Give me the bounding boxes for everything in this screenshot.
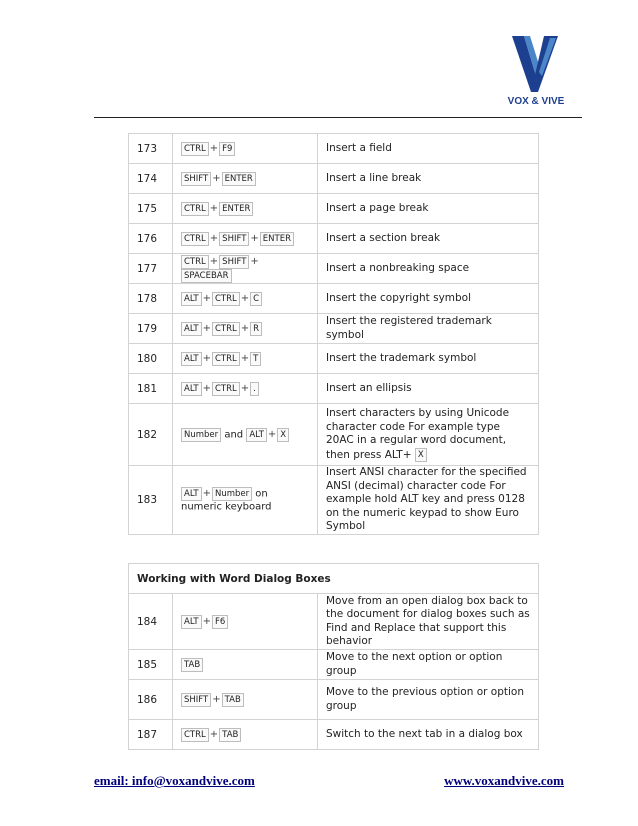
shortcut-keys (173, 466, 318, 535)
table-row (129, 374, 539, 404)
shortcut-keys (173, 374, 318, 404)
key-text: on numeric keyboard (181, 488, 272, 513)
row-number: 174 (129, 164, 173, 194)
plus-sign: + (209, 233, 219, 244)
shortcut-description: Insert a nonbreaking space (318, 254, 539, 284)
row-number: 178 (129, 284, 173, 314)
table-row (129, 594, 539, 650)
table-row (129, 284, 539, 314)
row-number: 179 (129, 314, 173, 344)
logo-text: VOX & VIVE (507, 96, 565, 107)
key-c-badge: C (250, 292, 262, 306)
shortcut-table-dialog-boxes (128, 563, 539, 750)
table-row (129, 164, 539, 194)
plus-sign: + (202, 383, 211, 394)
key-alt-badge: ALT (181, 382, 202, 396)
row-number: 182 (129, 404, 173, 466)
row-number: 184 (129, 594, 173, 650)
shortcut-keys (173, 680, 318, 720)
key-x-badge: X (277, 428, 289, 442)
shortcut-description: Move to the next option or option group (318, 650, 539, 680)
key-shift-badge: SHIFT (219, 232, 249, 246)
key-ctrl-badge: CTRL (181, 142, 209, 156)
key-alt-badge: ALT (181, 322, 202, 336)
key-t-badge: T (250, 352, 261, 366)
plus-sign: + (202, 488, 211, 500)
plus-sign: + (202, 353, 211, 364)
plus-sign: + (240, 293, 250, 304)
header-divider (94, 117, 582, 118)
key-ctrl-badge: CTRL (212, 352, 240, 366)
table-row (129, 720, 539, 750)
row-number: 175 (129, 194, 173, 224)
key-shift-badge: SHIFT (219, 255, 249, 269)
plus-sign: + (202, 616, 211, 627)
shortcut-keys (173, 164, 318, 194)
shortcut-keys (173, 650, 318, 680)
plus-sign: + (212, 694, 221, 705)
key-ctrl-badge: CTRL (181, 232, 209, 246)
key-r-badge: R (250, 322, 262, 336)
section-title: Working with Word Dialog Boxes (129, 564, 539, 594)
plus-sign: + (209, 143, 219, 154)
row-number: 180 (129, 344, 173, 374)
shortcut-description: Insert the registered trademark symbol (318, 314, 539, 344)
plus-sign: + (209, 729, 219, 740)
row-number: 173 (129, 134, 173, 164)
key-ctrl-badge: CTRL (212, 382, 240, 396)
row-number: 183 (129, 466, 173, 535)
key-tab-badge: TAB (219, 728, 241, 742)
key-f6-badge: F6 (212, 615, 228, 629)
plus-sign: + (212, 173, 221, 184)
shortcut-description: Insert a line break (318, 164, 539, 194)
key-period-badge: . (250, 382, 259, 396)
key-enter-badge: ENTER (260, 232, 294, 246)
row-number: 186 (129, 680, 173, 720)
plus-sign: + (267, 429, 277, 440)
table-row (129, 466, 539, 535)
section-header-row (129, 564, 539, 594)
key-shift-badge: SHIFT (181, 693, 211, 707)
shortcut-description: Insert the trademark symbol (318, 344, 539, 374)
vox-vive-logo-mark-icon (498, 32, 574, 96)
table-row (129, 344, 539, 374)
shortcut-keys (173, 284, 318, 314)
key-ctrl-badge: CTRL (181, 255, 209, 269)
shortcut-description: Insert a page break (318, 194, 539, 224)
key-shift-badge: SHIFT (181, 172, 211, 186)
key-ctrl-badge: CTRL (212, 292, 240, 306)
table-row (129, 650, 539, 680)
key-tab-badge: TAB (222, 693, 244, 707)
key-alt-badge: ALT (181, 292, 202, 306)
row-number: 187 (129, 720, 173, 750)
key-ctrl-badge: CTRL (181, 202, 209, 216)
key-text: and (221, 429, 247, 440)
row-number: 176 (129, 224, 173, 254)
shortcut-description: Insert an ellipsis (318, 374, 539, 404)
key-x-badge: X (415, 448, 427, 462)
key-alt-badge: ALT (181, 615, 202, 629)
shortcut-keys (173, 314, 318, 344)
key-f9-badge: F9 (219, 142, 235, 156)
key-tab-badge: TAB (181, 658, 203, 672)
shortcut-keys (173, 224, 318, 254)
key-enter-badge: ENTER (219, 202, 253, 216)
table-row (129, 134, 539, 164)
plus-sign: + (240, 353, 250, 364)
shortcut-description: Insert a section break (318, 224, 539, 254)
shortcut-description: Insert characters by using Unicode character code For example type 20AC in a regular word document, then press ALT+ X (318, 404, 539, 466)
key-alt-badge: ALT (181, 352, 202, 366)
table-row (129, 254, 539, 284)
shortcut-table-insert (128, 133, 539, 535)
shortcut-keys (173, 720, 318, 750)
key-number-badge: Number (212, 487, 252, 501)
vox-vive-logo (498, 32, 574, 112)
footer-website-link[interactable]: www.voxandvive.com (444, 773, 564, 788)
table-row (129, 194, 539, 224)
row-number: 181 (129, 374, 173, 404)
table-row (129, 314, 539, 344)
plus-sign: + (209, 256, 219, 267)
key-ctrl-badge: CTRL (181, 728, 209, 742)
plus-sign: + (202, 323, 211, 334)
shortcut-keys (173, 594, 318, 650)
table-row (129, 680, 539, 720)
key-alt-badge: ALT (181, 487, 202, 501)
key-number-badge: Number (181, 428, 221, 442)
row-number: 177 (129, 254, 173, 284)
row-number: 185 (129, 650, 173, 680)
plus-sign: + (250, 233, 259, 244)
plus-sign: + (202, 293, 211, 304)
shortcut-description: Move to the previous option or option group (318, 680, 539, 720)
shortcut-keys (173, 194, 318, 224)
key-enter-badge: ENTER (222, 172, 256, 186)
table-row (129, 224, 539, 254)
shortcut-description: Insert a field (318, 134, 539, 164)
key-spacebar-badge: SPACEBAR (181, 269, 232, 283)
plus-sign: + (250, 256, 259, 267)
shortcut-keys (173, 254, 318, 284)
shortcut-keys (173, 344, 318, 374)
footer-email-link[interactable]: email: info@voxandvive.com (94, 773, 255, 788)
shortcut-description: Move from an open dialog box back to the document for dialog boxes such as Find and Replace that support this behavior (318, 594, 539, 650)
shortcut-keys (173, 134, 318, 164)
key-ctrl-badge: CTRL (212, 322, 240, 336)
plus-sign: + (240, 323, 250, 334)
key-alt-badge: ALT (246, 428, 267, 442)
shortcut-description: Insert ANSI character for the specified ANSI (decimal) character code For example hold ALT key and press 0128 on the numeric keypad to show Euro Symbol (318, 466, 539, 535)
plus-sign: + (240, 383, 250, 394)
plus-sign: + (209, 203, 219, 214)
shortcut-keys (173, 404, 318, 466)
shortcut-description: Insert the copyright symbol (318, 284, 539, 314)
table-row (129, 404, 539, 466)
shortcut-description: Switch to the next tab in a dialog box (318, 720, 539, 750)
